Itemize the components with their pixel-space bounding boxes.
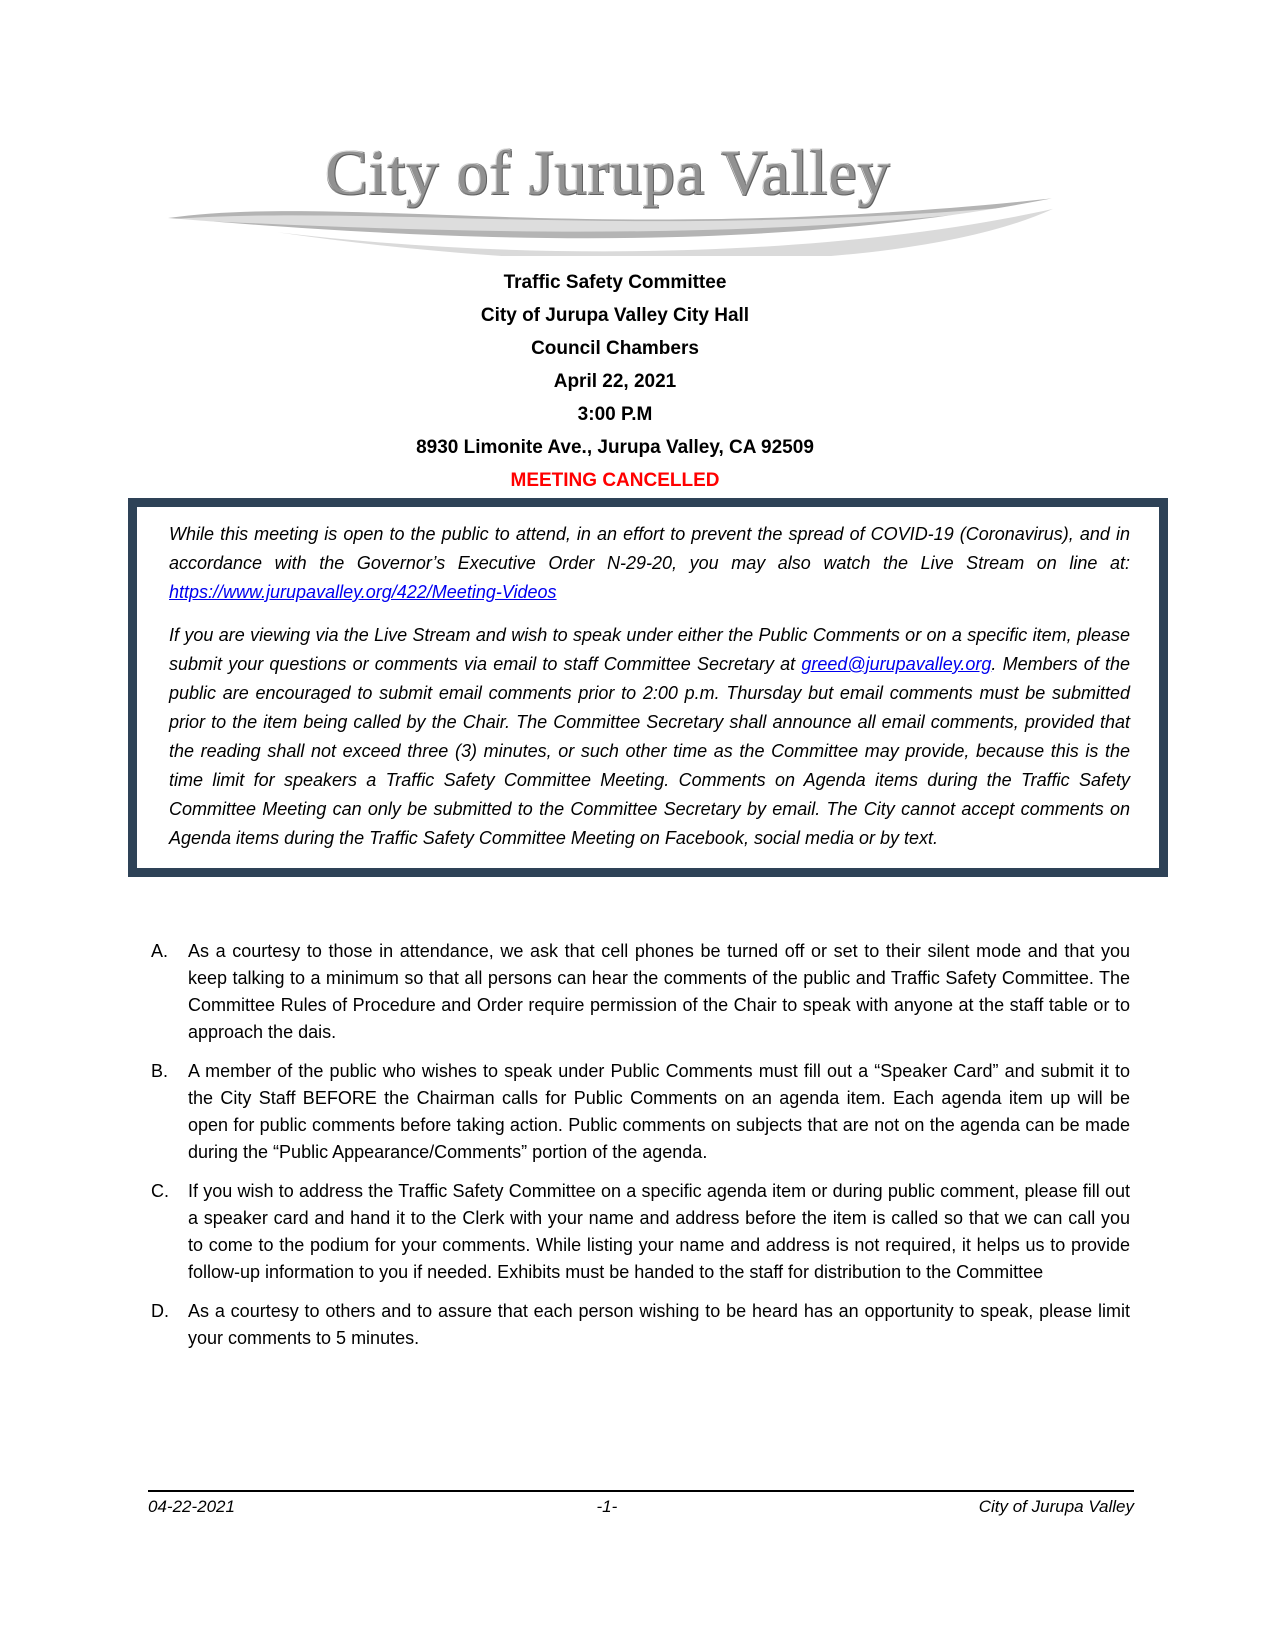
item-letter: D. [151,1301,169,1321]
notice-paragraph-livestream [169,520,1130,607]
list-item [130,1298,1130,1352]
item-text: As a courtesy to others and to assure that each person wishing to be heard has an opportunity to speak, please limit your comments to 5 minutes. [188,1301,1130,1348]
item-letter: B. [151,1061,169,1081]
title-line-time: 3:00 P.M [577,404,653,425]
notice-text-after-email-link: . Members of the public are encouraged to submit email comments prior to 2:00 p.m. Thursday but email comments must be submitted prior to the item being called by the Chair. The Committee Secretary shall announce all email comments, provided that the reading shall not exceed three (3) minutes, or such other time as the Committee may provide, because this is the time limit for speakers a Traffic Safety Committee Meeting. Comments on Agenda items during the Traffic Safety Committee Meeting can only be submitted to the Committee Secretary by email. The City cannot accept comments on Agenda items during the Traffic Safety Committee Meeting on Facebook, social media or by text. [169,654,1130,848]
list-item [130,938,1130,1046]
meeting-videos-link[interactable]: https://www.jurupavalley.org/422/Meeting-Videos [169,582,557,602]
footer-date: 04-22-2021 [148,1497,235,1516]
secretary-email-link[interactable]: greed@jurupavalley.org [801,654,992,674]
footer-page-number: -1- [596,1497,618,1516]
notice-paragraph-comments [169,621,1130,853]
title-line-address: 8930 Limonite Ave., Jurupa Valley, CA 92509 [416,437,814,458]
list-item [130,1178,1130,1286]
notice-text-before-video-link: While this meeting is open to the public to attend, in an effort to prevent the spread of COVID-19 (Coronavirus), and in accordance with the Governor’s Executive Order N-29-20, you may also watch the Live Stream on line at: [169,524,1130,573]
item-text: If you wish to address the Traffic Safety Committee on a specific agenda item or during public comment, please fill out a speaker card and hand it to the Clerk with your name and address before the item is called so that we can call you to come to the podium for your comments. While listing your name and address is not required, it helps us to provide follow-up information to you if needed. Exhibits must be handed to the staff for distribution to the Committee [188,1181,1130,1282]
title-line-date: April 22, 2021 [553,371,677,392]
covid-notice-box [128,498,1168,877]
item-letter: C. [151,1181,169,1201]
title-line-committee: Traffic Safety Committee [503,272,727,293]
item-letter: A. [151,941,169,961]
notice-text-before-email-link: If you are viewing via the Live Stream and wish to speak under either the Public Comments or on a specific item, please submit your questions or comments via email to staff Committee Secretary at [169,625,1130,674]
item-text: A member of the public who wishes to speak under Public Comments must fill out a “Speaker Card” and submit it to the City Staff BEFORE the Chairman calls for Public Comments on an agenda item. Each agenda item up will be open for public comments before taking action. Public comments on subjects that are not on the agenda can be made during the “Public Appearance/Comments” portion of the agenda. [188,1061,1130,1162]
logo-text: City of Jurupa Valley [325,137,891,208]
page-footer [148,1490,1134,1517]
title-line-cityhall: City of Jurupa Valley City Hall [480,305,750,326]
title-line-chambers: Council Chambers [531,338,699,359]
item-text: As a courtesy to those in attendance, we ask that cell phones be turned off or set to their silent mode and that you keep talking to a minimum so that all persons can hear the comments of the public and Traffic Safety Committee. The Committee Rules of Procedure and Order require permission of the Chair to speak with anyone at the staff table or to approach the dais. [188,941,1130,1042]
list-item [130,1058,1130,1166]
city-logo [0,136,1216,251]
meeting-title-block [130,266,1100,497]
footer-city-name: City of Jurupa Valley [978,1497,1134,1516]
procedure-items [130,938,1130,1364]
meeting-cancelled-status: MEETING CANCELLED [510,470,720,491]
